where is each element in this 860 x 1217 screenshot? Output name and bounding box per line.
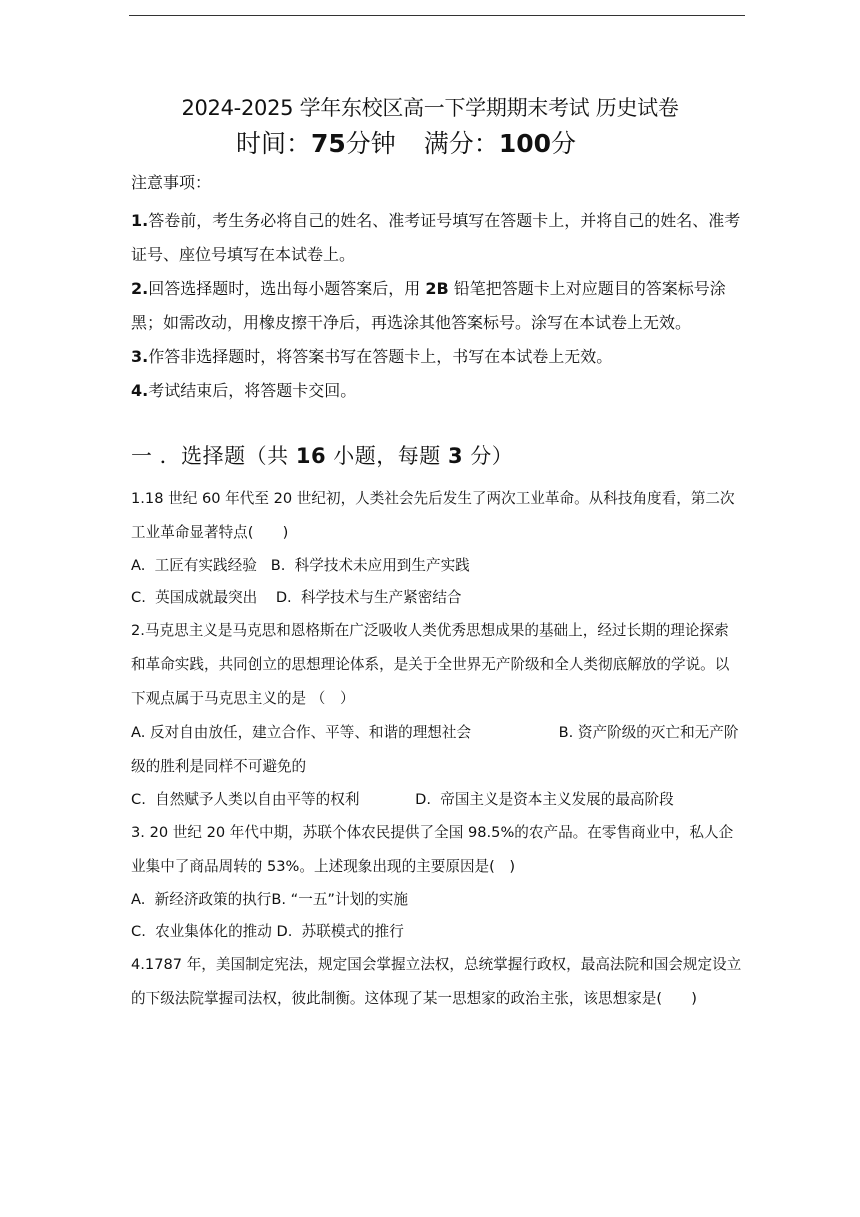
note-text: 答卷前，考生务必将自己的姓名、准考证号填写在答题卡上，并将自己的姓名、准考证号、座位号填写在本试卷上。 <box>131 211 741 264</box>
section-heading <box>131 440 513 470</box>
notes-heading: 注意事项： <box>131 173 212 192</box>
question-options-row: A. 新经济政策的执行B. “一五”计划的实施 <box>131 891 408 908</box>
question-list <box>131 482 743 1016</box>
notes-list <box>131 204 745 408</box>
section-prefix: 一 ．选择题（共 <box>131 444 296 468</box>
note-number: 1. <box>131 211 149 230</box>
question-options-row: C. 自然赋予人类以自由平等的权利 D. 帝国主义是资本主义发展的最高阶段 <box>131 791 674 808</box>
question-stem: 4.1787 年，美国制定宪法，规定国会掌握立法权，总统掌握行政权，最高法院和国会规定设立的下级法院掌握司法权，彼此制衡。这体现了某一思想家的政治主张，该思想家是( ) <box>131 956 742 1007</box>
note-text: 铅笔把答题卡上对应题目的答案标号涂黑；如需改动，用橡皮擦干净后，再选涂其他答案标号。涂写在本试卷上无效。 <box>131 279 726 332</box>
question-options-row: A. 反对自由放任，建立合作、平等、和谐的理想社会 B. 资产阶级的灭亡和无产阶级的胜利是同样不可避免的 <box>131 724 739 775</box>
top-divider <box>129 15 745 16</box>
question-stem: 2.马克思主义是马克思和恩格斯在广泛吸收人类优秀思想成果的基础上，经过长期的理论探索和革命实践，共同创立的思想理论体系，是关于全世界无产阶级和全人类彻底解放的学说。以下观点属于马克思主义的是 （ ） <box>131 622 730 707</box>
note-text: 回答选择题时，选出每小题答案后，用 <box>148 279 426 298</box>
question-options-row: A. 工匠有实践经验 B. 科学技术未应用到生产实践 <box>131 557 470 574</box>
exam-title: 2024-2025 学年东校区高一下学期期末考试 历史试卷 <box>181 96 679 120</box>
note-number: 4. <box>131 381 149 400</box>
question-1 <box>131 482 743 614</box>
time-unit: 分钟 <box>345 129 396 158</box>
note-item <box>131 204 745 272</box>
note-item <box>131 374 745 408</box>
question-options-row: C. 英国成就最突出 D. 科学技术与生产紧密结合 <box>131 589 462 606</box>
section-count: 16 <box>295 444 327 468</box>
question-2 <box>131 614 743 816</box>
section-suffix: 分） <box>463 444 514 468</box>
note-bold-text: 2B <box>425 279 449 298</box>
question-stem: 3. 20 世纪 20 年代中期，苏联个体农民提供了全国 98.5%的农产品。在零售商业中，私人企业集中了商品周转的 53%。上述现象出现的主要原因是( ) <box>131 824 734 875</box>
note-text: 考试结束后，将答题卡交回。 <box>148 381 357 400</box>
section-middle: 小题，每题 <box>326 444 448 468</box>
section-points: 3 <box>447 444 464 468</box>
time-value: 75 <box>310 129 346 158</box>
note-text: 作答非选择题时，将答案书写在答题卡上，书写在本试卷上无效。 <box>148 347 613 366</box>
score-label: 满分： <box>423 129 499 158</box>
note-item <box>131 272 745 340</box>
note-item <box>131 340 745 374</box>
exam-time-score <box>0 124 812 160</box>
question-options-row: C. 农业集体化的推动 D. 苏联模式的推行 <box>131 923 404 940</box>
note-number: 3. <box>131 347 149 366</box>
question-4 <box>131 948 743 1016</box>
note-number: 2. <box>131 279 149 298</box>
question-stem: 1.18 世纪 60 年代至 20 世纪初，人类社会先后发生了两次工业革命。从科技角度看，第二次工业革命显著特点( ) <box>131 490 735 541</box>
score-value: 100 <box>498 129 551 158</box>
score-unit: 分 <box>551 129 577 158</box>
time-label: 时间： <box>235 129 311 158</box>
question-3 <box>131 816 743 948</box>
